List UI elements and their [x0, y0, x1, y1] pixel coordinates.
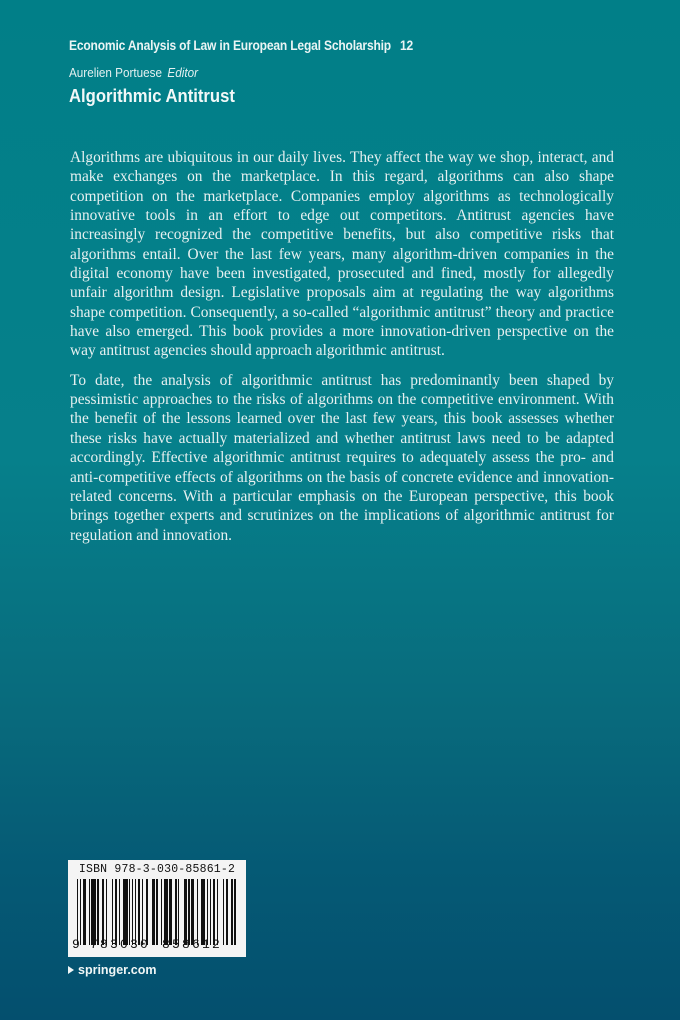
publisher-url: springer.com — [78, 963, 157, 977]
play-triangle-icon — [68, 966, 74, 974]
barcode-bars — [73, 879, 241, 945]
series-title — [69, 38, 413, 53]
barcode-digits-right: 858612 — [162, 937, 223, 952]
blurb-paragraph: Algorithms are ubiquitous in our daily lives. They affect the way we shop, interact, and make exchanges on the marketplace. In this regard, algorithms can also shape competition on the marketplace. Companies employ algorithms as technologically innovative tools in an effort to edge out competitors. Antitrust agencies have increasingly recognized the competitive benefits, but also competitive risks that algorithms entail. Over the last few years, many algorithm-driven companies in the digital economy have been investigated, prosecuted and fined, mostly for allegedly unfair algorithm design. Legislative proposals aim at regulating the way algorithms shape competition. Consequently, a so-called “algorithmic antitrust” theory and practice have also emerged. This book provides a more innovation-driven perspective on the way antitrust agencies should approach algorithmic antitrust. — [70, 149, 614, 360]
barcode-digits-left: 783030 — [90, 937, 151, 952]
isbn-barcode — [68, 860, 246, 957]
barcode-digit-first: 9 — [72, 937, 80, 952]
editor-name: Aurelien Portuese — [69, 65, 163, 80]
publisher-link[interactable] — [68, 963, 157, 977]
blurb-paragraph: To date, the analysis of algorithmic antitrust has predominantly been shaped by pessimistic approaches to the risks of algorithms on the competitive environment. With the benefit of the lessons learned over the last few years, this book assesses whether these risks have actually materialized and whether antitrust laws need to be adapted accordingly. Effective algorithmic antitrust requires to adequately assess the pro- and anti-competitive effects of algorithms on the basis of concrete evidence and innovation-related concerns. With a particular emphasis on the European perspective, this book brings together experts and scrutinizes on the implications of algorithmic antitrust for regulation and innovation. — [70, 371, 614, 544]
editor-line — [69, 65, 198, 80]
series-name: Economic Analysis of Law in European Legal Scholarship — [69, 38, 392, 53]
book-title: Algorithmic Antitrust — [69, 85, 235, 106]
blurb-text — [70, 148, 614, 555]
isbn-label: ISBN 978-3-030-85861-2 — [78, 863, 236, 876]
series-number: 12 — [400, 38, 414, 53]
editor-role: Editor — [167, 65, 198, 80]
